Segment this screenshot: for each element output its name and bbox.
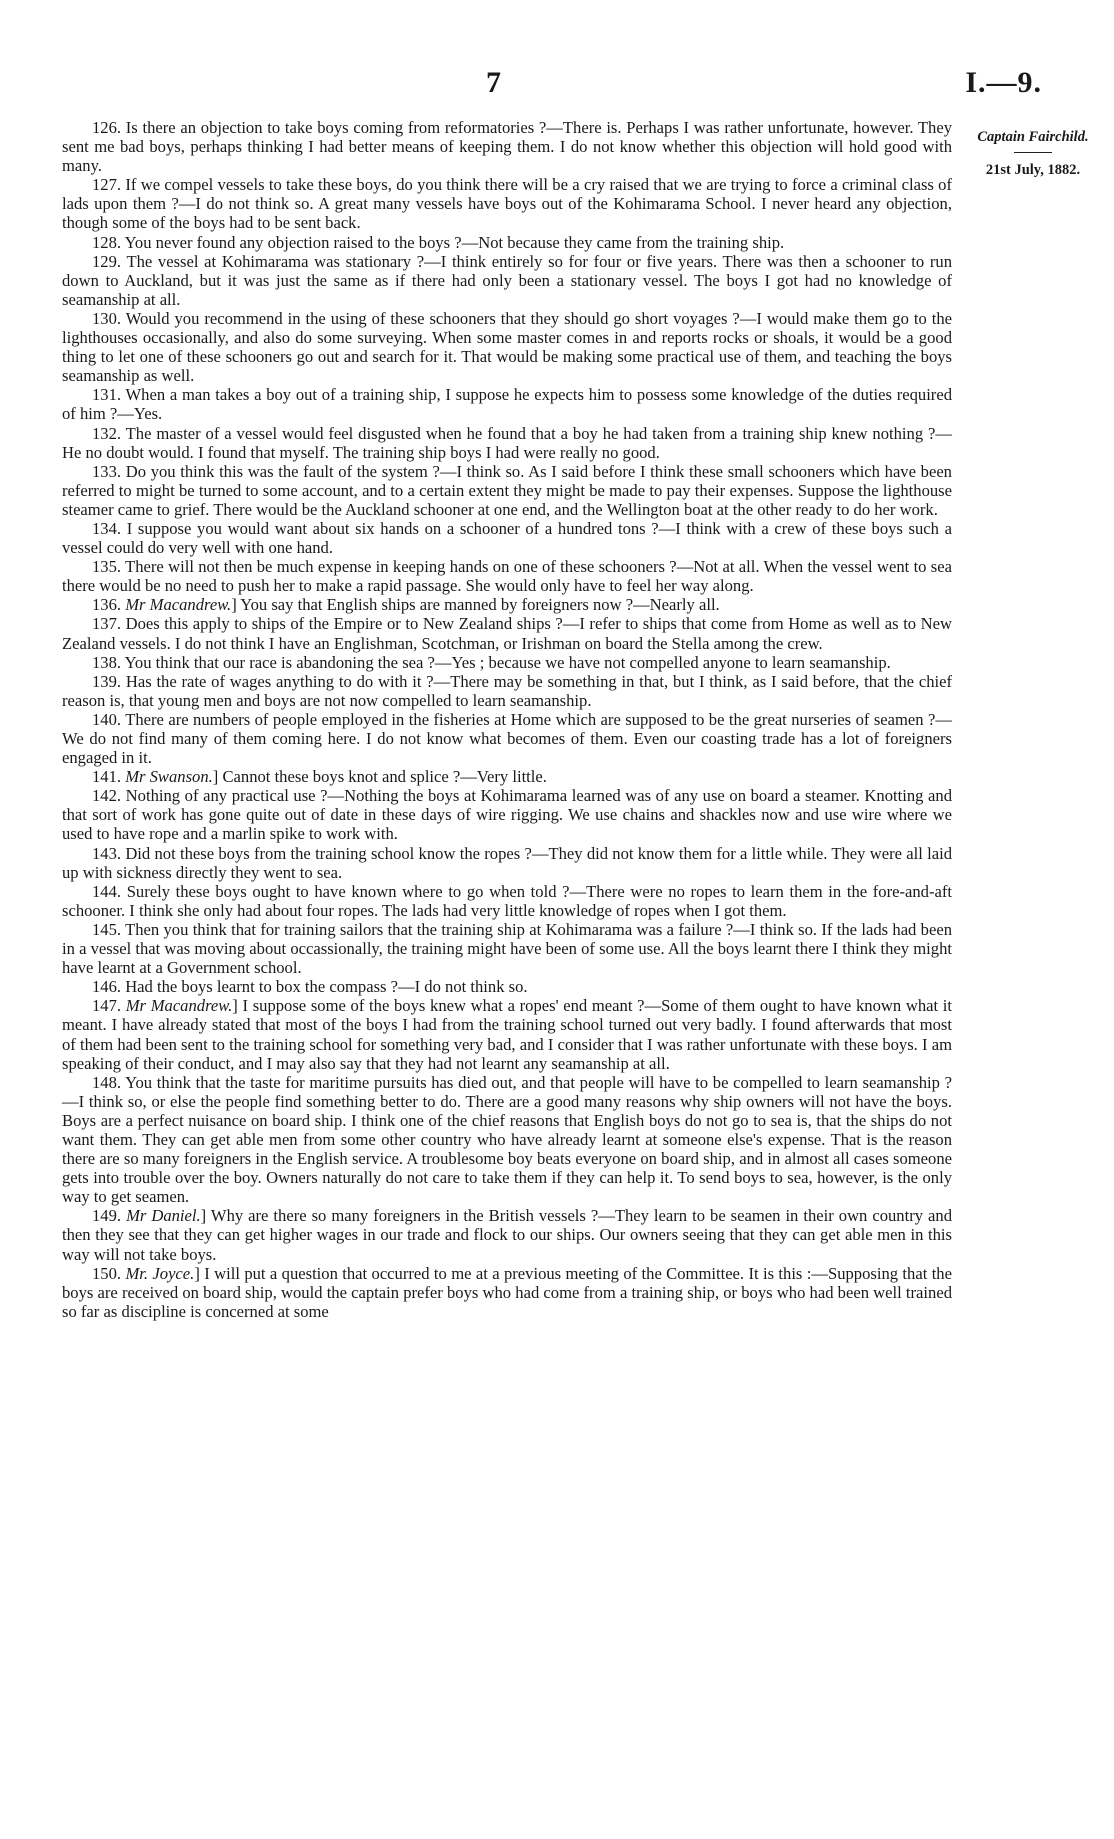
margin-note bbox=[958, 128, 1108, 179]
question-text: Then you think that for training sailors that the training ship at Kohimarama was a failure ?—I think so. If the lads had been in a vessel that was moving about occassionally, the training might have been of some use. All the boys learnt there I think they might have learnt at a Government school. bbox=[62, 919, 952, 978]
question-paragraph bbox=[62, 175, 952, 232]
question-number: 138. bbox=[92, 652, 122, 672]
question-text: Nothing of any practical use ?—Nothing the boys at Kohimarama learned was of any use on board a steamer. Knotting and that sort of work has gone quite out of date in these days of wire rigging. We use chains and shackles now and use wire where we used to have rope and a marlin spike to work with. bbox=[62, 786, 952, 844]
speaker-name: Mr Swanson. bbox=[125, 767, 213, 787]
question-number: 140. bbox=[92, 709, 122, 729]
question-paragraph: 149. Mr Daniel.] Why are there so many foreigners in the British vessels ?—They learn to be seamen in their own country and then they see that they can get higher wages in our trade and flock to our ships. Our owners seeing that they can get able men in this way will not take boys. bbox=[62, 1206, 953, 1264]
question-text: You think that our race is abandoning the sea ?—Yes ; because we have not compelled anyone to learn seamanship. bbox=[124, 652, 891, 672]
question-paragraph: 147. Mr Macandrew.] I suppose some of the boys knew what a ropes' end meant ?—Some of them ought to have known what it meant. I have already stated that most of the boys I had from the training school turned out very badly. I found afterwards that most of them had been sent to the training school for something very bad, and I consider that I was rather unfortunate with these boys. I am speaking of their conduct, and I may also say that they had not learnt any seamanship at all. bbox=[62, 996, 952, 1073]
question-number: 147. bbox=[92, 996, 122, 1016]
speaker-name: Mr Macandrew. bbox=[125, 996, 233, 1016]
margin-rule bbox=[1014, 152, 1052, 153]
question-paragraph bbox=[62, 710, 952, 767]
document-reference: I.—9. bbox=[965, 66, 1042, 99]
question-text: Cannot these boys knot and splice ?—Very little. bbox=[222, 767, 547, 787]
question-paragraph bbox=[62, 309, 952, 385]
question-text: I will put a question that occurred to me at a previous meeting of the Committee. It is this :—Supposing that the boys are received on board ship, would the captain prefer boys who had come from a training ship, or boys who had been well trained so far as discipline is concerned at some bbox=[62, 1263, 952, 1321]
question-text: Does this apply to ships of the Empire or to New Zealand ships ?—I refer to ships that come from Home as well as to New Zealand vessels. I do not think I have an Englishman, Scotchman, or Irishman on board the Stella among the crew. bbox=[62, 614, 952, 653]
question-text: You never found any objection raised to the boys ?—Not because they came from the training ship. bbox=[124, 232, 785, 252]
question-number: 134. bbox=[92, 518, 122, 538]
question-paragraph bbox=[62, 920, 952, 977]
question-paragraph: 136. Mr Macandrew.] You say that English ships are manned by foreigners now ?—Nearly all. bbox=[92, 595, 720, 615]
question-paragraph bbox=[62, 462, 952, 519]
question-paragraph bbox=[62, 424, 952, 462]
question-text: The vessel at Kohimarama was stationary ?—I think entirely so for four or five years. There was then a schooner to run down to Auckland, but it was just the same as if there had only been a stationary vessel. The boys I got had no knowledge of seamanship at all. bbox=[62, 251, 952, 309]
question-number: 144. bbox=[92, 881, 122, 901]
question-paragraph bbox=[62, 252, 952, 309]
question-text: You say that English ships are manned by foreigners now ?—Nearly all. bbox=[240, 595, 720, 615]
question-text: You think that the taste for maritime pursuits has died out, and that people will have to be compelled to learn seamanship ?—I think so, or else the people find something better to do. There are a good many reasons why ship owners will not have the boys. Boys are a perfect nuisance on board ship. I think one of the chief reasons that English boys do not go to sea is, that the ships do not want them. They can get able men from some other country who have already learnt at someone else's expense. That is the reason there are so many foreigners in the English service. A troublesome boy beats everyone on board ship, and in almost all cases someone gets into trouble over the boy. Owners naturally do not care to take them if they can help it. To send boys to sea, however, is the only way to get seamen. bbox=[62, 1072, 952, 1207]
question-number: 128. bbox=[92, 232, 122, 252]
page-header bbox=[0, 66, 1114, 106]
question-number: 141. bbox=[92, 767, 122, 787]
question-paragraph bbox=[62, 233, 952, 252]
question-number: 129. bbox=[92, 251, 122, 271]
question-paragraph bbox=[62, 614, 952, 652]
question-paragraph bbox=[62, 844, 952, 882]
question-text: If we compel vessels to take these boys, do you think there will be a cry raised that we are trying to force a criminal class of lads upon them ?—I do not think so. A great many vessels have boys out of the Kohimarama School. I never heard any objection, though some of the boys had to be sent back. bbox=[62, 175, 952, 233]
question-paragraph bbox=[62, 653, 952, 672]
question-text: There are numbers of people employed in the fisheries at Home which are supposed to be the great nurseries of seamen ?—We do not find many of them coming here. I do not know what becomes of them. Even our coasting trade has a lot of foreigners engaged in it. bbox=[62, 709, 952, 768]
question-text: Why are there so many foreigners in the British vessels ?—They learn to be seamen in their own country and then they see that they can get higher wages in our trade and flock to our ships. Our owners seeing that they can get able men in this way will not take boys. bbox=[62, 1206, 953, 1264]
question-text: Is there an objection to take boys coming from reformatories ?—There is. Perhaps I was rather unfortunate, however. They sent me bad boys, perhaps thinking I had better means of keeping them. I do not know whether this objection will hold good with many. bbox=[62, 118, 952, 176]
speaker-name: Mr Macandrew. bbox=[125, 595, 232, 615]
question-paragraph bbox=[62, 977, 952, 996]
question-text: The master of a vessel would feel disgusted when he found that a boy he had taken from a training ship knew nothing ?—He no doubt would. I found that myself. The training ship boys I had were really no good. bbox=[62, 423, 952, 462]
question-number: 142. bbox=[92, 786, 122, 806]
question-number: 137. bbox=[92, 614, 122, 634]
question-paragraph bbox=[62, 118, 952, 175]
question-paragraph: 141. Mr Swanson.] Cannot these boys knot and splice ?—Very little. bbox=[92, 767, 547, 787]
question-number: 136. bbox=[92, 595, 122, 615]
question-paragraph bbox=[62, 786, 952, 843]
question-number: 131. bbox=[92, 385, 122, 405]
question-paragraph bbox=[62, 557, 952, 595]
question-paragraph bbox=[62, 882, 952, 920]
question-number: 145. bbox=[92, 919, 122, 939]
question-text: Would you recommend in the using of these schooners that they should go short voyages ?—I would make them go to the lighthouses occasionally, and also do some surveying. When some master comes in and reports rocks or shoals, it would be a good thing to let one of these schooners go out and search for it. That would be making some practical use of them, and teaching the boys seamanship as well. bbox=[62, 308, 952, 386]
question-number: 127. bbox=[92, 175, 122, 195]
speaker-name: Mr. Joyce. bbox=[125, 1263, 195, 1283]
question-text: There will not then be much expense in keeping hands on one of these schooners ?—Not at all. When the vessel went to sea there would be no need to push her to make a rapid passage. She would only have to feel her way along. bbox=[62, 557, 952, 596]
question-text: Had the boys learnt to box the compass ?—I do not think so. bbox=[125, 977, 528, 997]
question-number: 149. bbox=[92, 1206, 122, 1226]
question-number: 148. bbox=[92, 1072, 122, 1092]
witness-name: Captain Fairchild. bbox=[977, 129, 1089, 145]
question-number: 132. bbox=[92, 423, 122, 443]
question-number: 126. bbox=[92, 118, 122, 137]
hearing-date: 21st July, 1882. bbox=[985, 162, 1081, 179]
question-paragraph: 150. Mr. Joyce.] I will put a question that occurred to me at a previous meeting of the Committee. It is this :—Supposing that the boys are received on board ship, would the captain prefer boys who had come from a training ship, or boys who had been well trained so far as discipline is concerned at some bbox=[62, 1263, 952, 1321]
question-paragraph bbox=[62, 1073, 952, 1207]
question-text: I suppose some of the boys knew what a ropes' end meant ?—Some of them ought to have known what it meant. I have already stated that most of the boys I had from the training school turned out very badly. I found afterwards that most of them had been sent to the training school for something very bad, and I consider that I was rather unfortunate with these boys. I am speaking of their conduct, and I may also say that they had not learnt any seamanship at all. bbox=[62, 996, 952, 1073]
question-number: 139. bbox=[92, 671, 122, 691]
question-paragraph bbox=[62, 519, 952, 557]
question-number: 143. bbox=[92, 843, 122, 863]
question-number: 133. bbox=[92, 461, 122, 481]
question-text: I suppose you would want about six hands on a schooner of a hundred tons ?—I think with a crew of these boys such a vessel could do very well with one hand. bbox=[62, 518, 952, 558]
question-text: Has the rate of wages anything to do with it ?—There may be something in that, but I think, as I said before, that the chief reason is, that young men and boys are not now compelled to learn seamanship. bbox=[62, 671, 952, 710]
question-number: 135. bbox=[92, 557, 122, 577]
page-number: 7 bbox=[486, 66, 501, 99]
speaker-name: Mr Daniel. bbox=[126, 1206, 201, 1226]
question-text: Surely these boys ought to have known where to go when told ?—There were no ropes to learn them in the fore-and-aft schooner. I think she only had about four ropes. The lads had very little knowledge of ropes when I got them. bbox=[62, 881, 952, 920]
question-text: Do you think this was the fault of the system ?—I think so. As I said before I think these small schooners which have been referred to might be turned to some account, and to a certain extent they might be made to pay their expenses. Suppose the lighthouse steamer came to grief. There would be the Auckland schooner at one end, and the Wellington boat at the other ready to do her work. bbox=[62, 461, 952, 519]
question-paragraph bbox=[62, 672, 952, 710]
question-number: 146. bbox=[92, 977, 122, 997]
question-number: 150. bbox=[92, 1263, 122, 1283]
question-text: Did not these boys from the training school know the ropes ?—They did not know them for a little while. They were all laid up with sickness directly they went to sea. bbox=[62, 843, 952, 882]
question-paragraph bbox=[62, 385, 952, 423]
question-text: When a man takes a boy out of a training ship, I suppose he expects him to possess some knowledge of the duties required of him ?—Yes. bbox=[62, 385, 952, 424]
question-number: 130. bbox=[92, 308, 122, 328]
evidence-body bbox=[62, 118, 952, 1321]
